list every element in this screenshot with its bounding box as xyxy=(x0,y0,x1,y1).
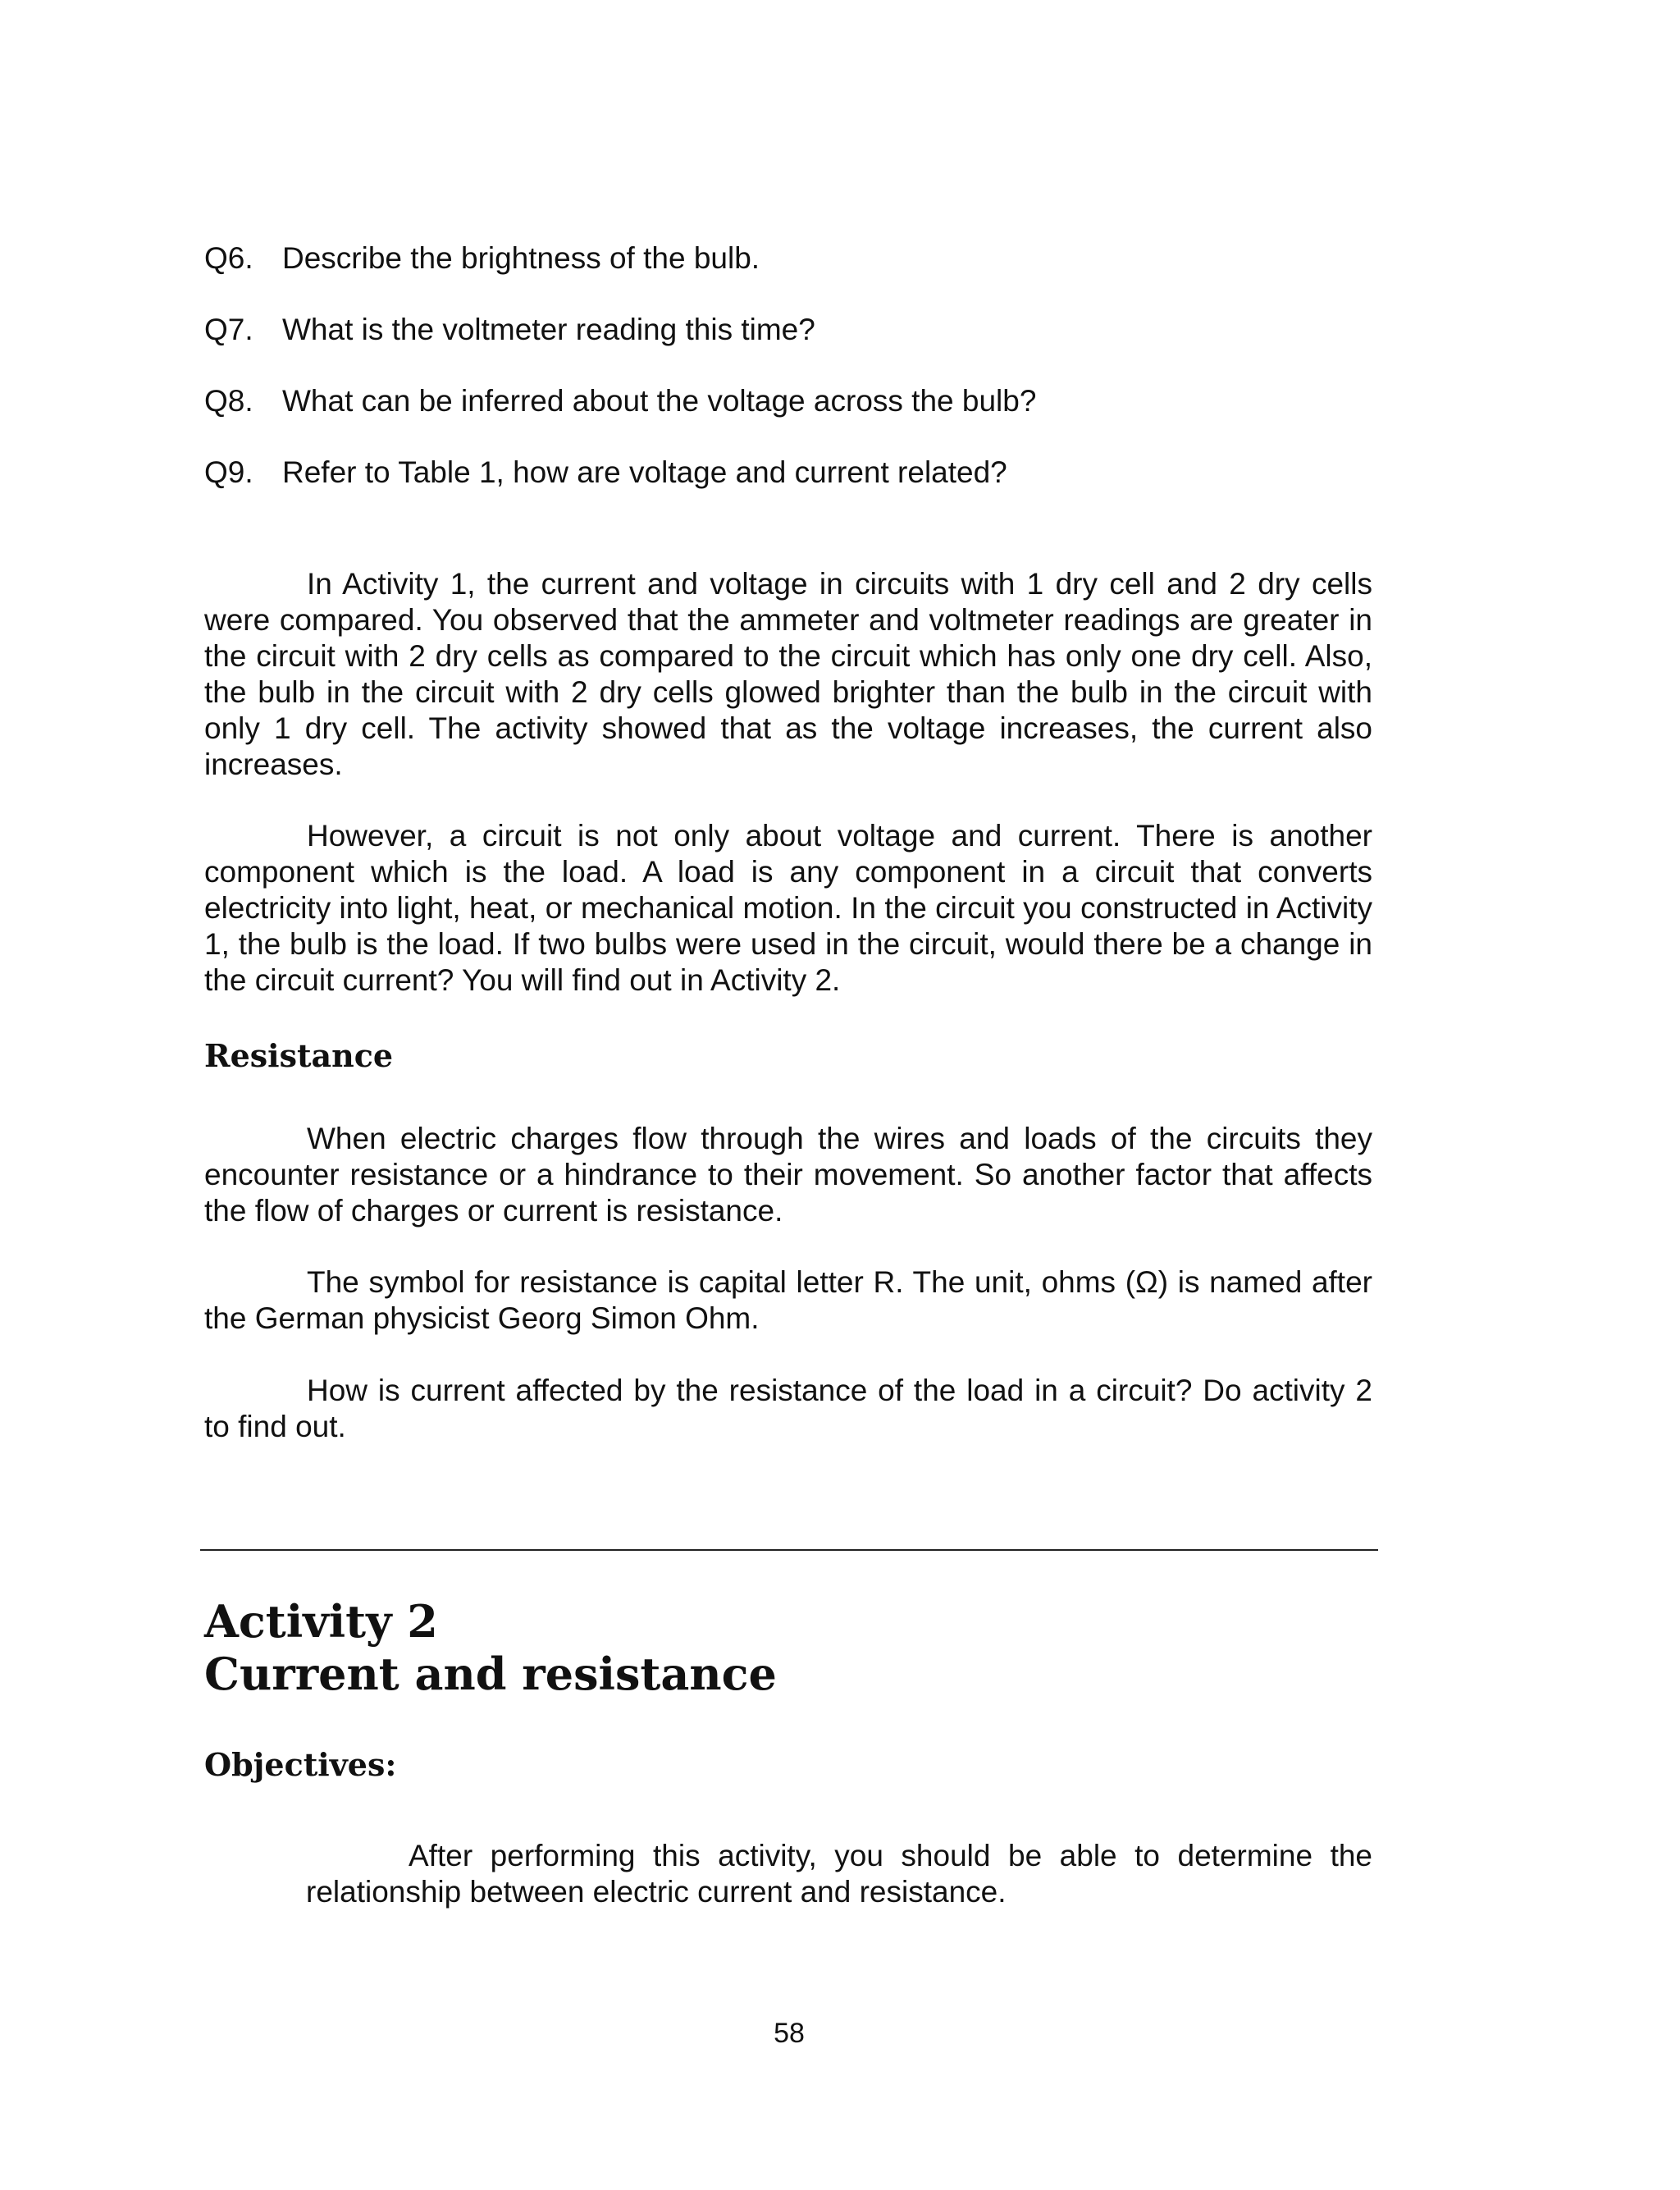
question-text: What is the voltmeter reading this time? xyxy=(282,313,815,346)
question-number: Q7. xyxy=(204,313,253,346)
resistance-heading: Resistance xyxy=(204,1037,394,1074)
load-intro-paragraph: However, a circuit is not only about voltage and current. There is another component which is the load. A load is any component in a circuit that converts electricity into light, heat, or mechanical motion. In the circuit you constructed in Activity 1, the bulb is the load. If two bulbs were used in the circuit, would there be a change in the circuit current? You will find out in Activity 2. xyxy=(204,819,1372,997)
question-number: Q9. xyxy=(204,455,253,489)
question-q9 xyxy=(204,455,1007,491)
objectives-paragraph: After performing this activity, you should be able to determine the relationship between electric current and resistance. xyxy=(306,1839,1372,1909)
page-number: 58 xyxy=(774,2018,805,2049)
question-q6 xyxy=(204,240,760,277)
activity1-summary-paragraph: In Activity 1, the current and voltage in circuits with 1 dry cell and 2 dry cells were compared. You observed that the ammeter and voltmeter readings are greater in the circuit with 2 dry cells as compared to the circuit which has only one dry cell. Also, the bulb in the circuit with 2 dry cells glowed brighter than the bulb in the circuit with only 1 dry cell. The activity showed that as the voltage increases, the current also increases. xyxy=(204,567,1372,781)
question-text: Describe the brightness of the bulb. xyxy=(282,241,760,275)
question-number: Q8. xyxy=(204,384,253,418)
section-divider xyxy=(200,1549,1378,1551)
resistance-paragraph-1: When electric charges flow through the wires and loads of the circuits they encounter resistance or a hindrance to their movement. So another factor that affects the flow of charges or current is resistance. xyxy=(204,1122,1372,1228)
resistance-paragraph-3: How is current affected by the resistance of the load in a circuit? Do activity 2 to find out. xyxy=(204,1374,1372,1443)
activity2-title: Activity 2 xyxy=(204,1595,438,1648)
objectives-heading: Objectives: xyxy=(204,1746,397,1783)
question-q8 xyxy=(204,383,1036,419)
question-number: Q6. xyxy=(204,241,253,275)
resistance-paragraph-2: The symbol for resistance is capital letter R. The unit, ohms (Ω) is named after the German physicist Georg Simon Ohm. xyxy=(204,1265,1372,1335)
question-text: What can be inferred about the voltage across the bulb? xyxy=(282,384,1037,418)
question-q7 xyxy=(204,312,815,348)
question-text: Refer to Table 1, how are voltage and current related? xyxy=(282,455,1007,489)
activity2-subtitle: Current and resistance xyxy=(204,1648,777,1700)
